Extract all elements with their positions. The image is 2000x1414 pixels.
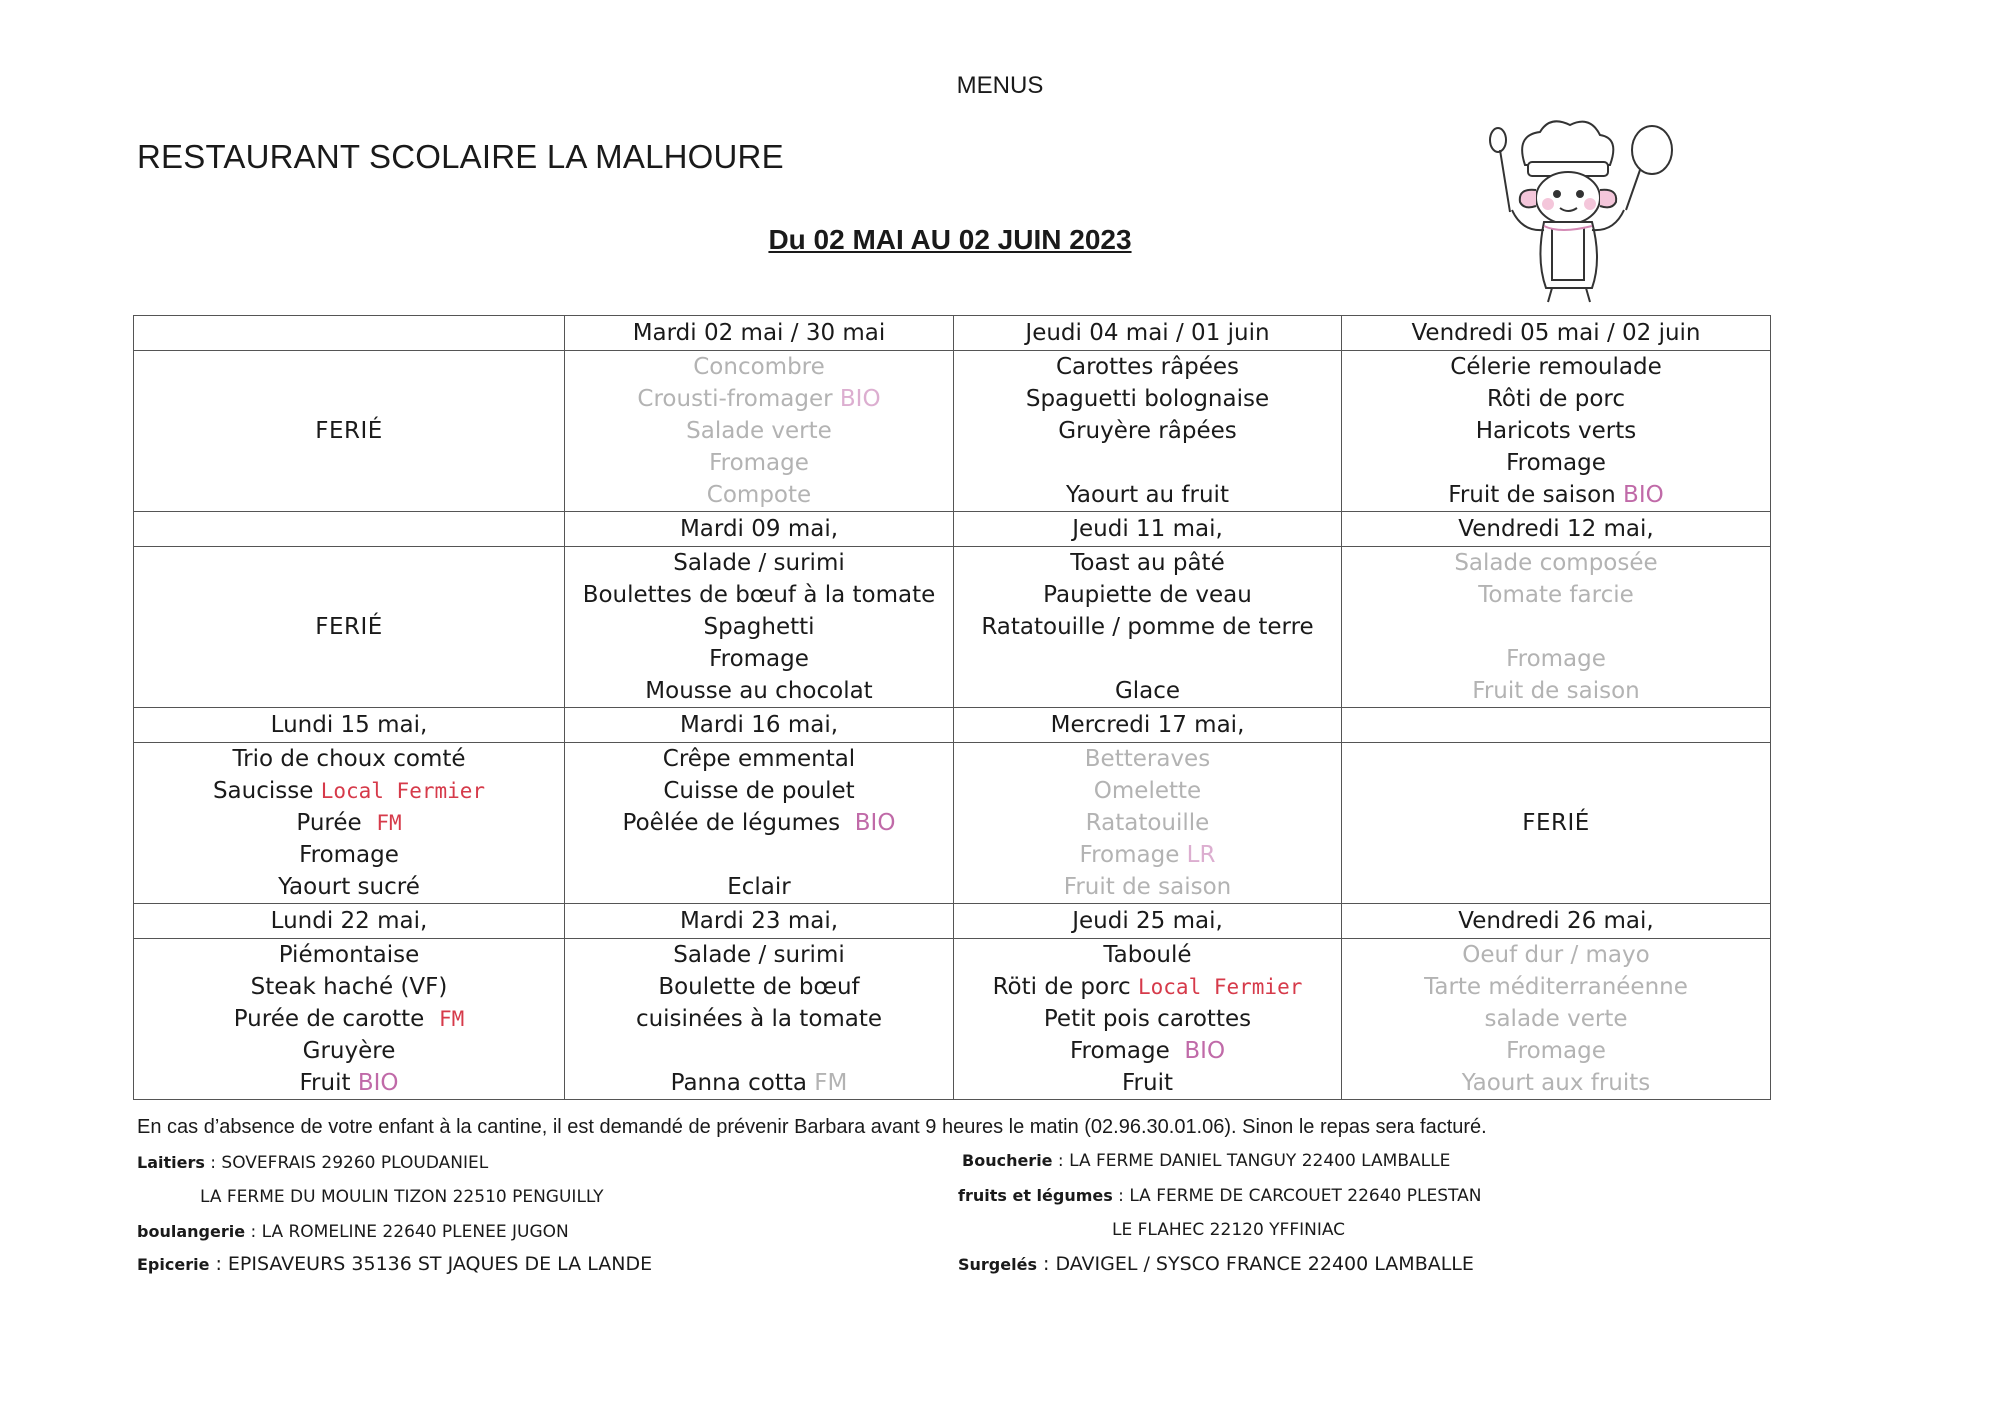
menu-item: Crousti-fromager BIO [637, 386, 881, 412]
menu-item: Panna cotta FM [670, 1070, 848, 1096]
day-header: Mardi 09 mai, [565, 512, 954, 547]
menu-row [134, 547, 1771, 708]
supplier-fruits-2: LE FLAHEC 22120 YFFINIAC [1112, 1220, 1346, 1240]
ferie-label: FERIÉ [315, 614, 383, 640]
supplier-laitiers: Laitiers : SOVEFRAIS 29260 PLOUDANIEL [137, 1153, 489, 1173]
menu-cell [134, 743, 565, 904]
menu-item: Toast au pâté [1070, 550, 1225, 576]
day-row [134, 512, 1771, 547]
menu-item: Paupiette de veau [1043, 582, 1252, 608]
fm-tag: FM [376, 811, 402, 835]
menu-item: Cuisse de poulet [663, 778, 855, 804]
menu-item: Fruit de saison BIO [1448, 482, 1664, 508]
menu-cell [954, 743, 1342, 904]
menu-item: Salade / surimi [673, 942, 845, 968]
day-header [1342, 708, 1771, 743]
menu-item: Gruyère [302, 1038, 396, 1064]
menu-item: Yaourt sucré [278, 874, 420, 900]
menu-item: Saucisse Local Fermier [212, 778, 486, 804]
menu-cell [134, 939, 565, 1100]
supplier-surgeles: Surgelés : DAVIGEL / SYSCO FRANCE 22400 LAMBALLE [958, 1253, 1474, 1275]
fm-tag: FM [814, 1070, 848, 1096]
menu-item: Purée FM [296, 810, 402, 836]
day-header: Mardi 23 mai, [565, 904, 954, 939]
menu-item: Salade verte [686, 418, 832, 444]
menu-item: Mousse au chocolat [645, 678, 873, 704]
menu-item: Concombre [693, 354, 825, 380]
menu-row [134, 743, 1771, 904]
day-header [134, 512, 565, 547]
menu-cell [1342, 939, 1771, 1100]
menu-cell [565, 547, 954, 708]
day-row [134, 316, 1771, 351]
menu-item: Salade composée [1454, 550, 1658, 576]
menu-item: Tarte méditerranéenne [1424, 974, 1688, 1000]
local-fermier-tag: Local Fermier [320, 779, 486, 803]
ferie-label: FERIÉ [315, 418, 383, 444]
supplier-laitiers-2: LA FERME DU MOULIN TIZON 22510 PENGUILLY [200, 1187, 604, 1207]
menu-row [134, 351, 1771, 512]
day-header: Jeudi 04 mai / 01 juin [954, 316, 1342, 351]
menu-item: Carottes râpées [1055, 354, 1240, 380]
menu-item: Steak haché (VF) [250, 974, 448, 1000]
menu-cell [134, 351, 565, 512]
supplier-epicerie: Epicerie : EPISAVEURS 35136 ST JAQUES DE LA LANDE [137, 1253, 653, 1275]
day-row [134, 904, 1771, 939]
menu-item: Spaghetti [703, 614, 815, 640]
ferie-label: FERIÉ [1522, 810, 1590, 836]
menu-item: Poêlée de légumes BIO [622, 810, 896, 836]
menu-item: Ratatouille / pomme de terre [981, 614, 1314, 640]
day-header [134, 316, 565, 351]
period-title: Du 02 MAI AU 02 JUIN 2023 [768, 224, 1132, 255]
menu-item: Purée de carotte FM [233, 1006, 465, 1032]
menu-cell [954, 939, 1342, 1100]
menu-cell [1342, 547, 1771, 708]
menu-item: Taboulé [1103, 942, 1192, 968]
chef-illustration [1440, 110, 1680, 310]
day-header: Vendredi 12 mai, [1342, 512, 1771, 547]
menu-item: Haricots verts [1475, 418, 1637, 444]
menu-item: Piémontaise [278, 942, 420, 968]
day-header: Jeudi 11 mai, [954, 512, 1342, 547]
menu-item: Yaourt au fruit [1066, 482, 1229, 508]
day-header: Vendredi 26 mai, [1342, 904, 1771, 939]
menu-item: Célerie remoulade [1450, 354, 1662, 380]
menu-item: Fromage [1506, 646, 1606, 672]
absence-note: En cas d’absence de votre enfant à la cantine, il est demandé de prévenir Barbara avant 9 heures le matin (02.96.30.01.06). Sinon le repas sera facturé. [137, 1116, 1487, 1138]
menu-item: Fromage [299, 842, 399, 868]
menu-item: Betteraves [1084, 746, 1211, 772]
day-header: Lundi 15 mai, [134, 708, 565, 743]
menu-item: Rôti de porc [1486, 386, 1626, 412]
menu-item: Glace [1114, 678, 1181, 704]
menu-item: Salade / surimi [673, 550, 845, 576]
supplier-fruits: fruits et légumes : LA FERME DE CARCOUET 22640 PLESTAN [958, 1186, 1482, 1206]
day-header: Mardi 16 mai, [565, 708, 954, 743]
menu-cell [1342, 351, 1771, 512]
menus-label: MENUS [956, 72, 1044, 99]
menu-item: Fruit [1122, 1070, 1173, 1096]
menu-table [133, 315, 1771, 1100]
day-header: Mercredi 17 mai, [954, 708, 1342, 743]
menu-item: Fromage [709, 646, 809, 672]
menu-item: salade verte [1484, 1006, 1628, 1032]
day-header: Lundi 22 mai, [134, 904, 565, 939]
menu-item: Crêpe emmental [662, 746, 856, 772]
menu-item: Tomate farcie [1478, 582, 1634, 608]
menu-item: Fruit BIO [299, 1070, 399, 1096]
fm-tag: FM [438, 1007, 465, 1031]
bio-tag: BIO [839, 386, 881, 412]
menu-item: Boulettes de bœuf à la tomate [582, 582, 936, 608]
menu-item: Omelette [1093, 778, 1202, 804]
menu-item: Fromage LR [1079, 842, 1216, 868]
day-header: Vendredi 05 mai / 02 juin [1342, 316, 1771, 351]
menu-item: Compote [706, 482, 812, 508]
menu-item: Fruit de saison [1063, 874, 1232, 900]
lr-tag: LR [1186, 842, 1216, 868]
menu-item: Boulette de bœuf [658, 974, 860, 1000]
menu-item: Fromage [1506, 1038, 1606, 1064]
menu-cell [565, 351, 954, 512]
supplier-boucherie: Boucherie : LA FERME DANIEL TANGUY 22400 LAMBALLE [962, 1151, 1451, 1171]
menu-item: Fromage [1506, 450, 1606, 476]
menu-item: Spaguetti bolognaise [1025, 386, 1270, 412]
local-fermier-tag: Local Fermier [1138, 975, 1303, 999]
bio-tag: BIO [357, 1070, 399, 1096]
menu-item: Röti de porc Local Fermier [992, 974, 1303, 1000]
menu-item: Fruit de saison [1472, 678, 1640, 704]
menu-item: Fromage [709, 450, 809, 476]
menu-item: Eclair [727, 874, 791, 900]
supplier-boulangerie: boulangerie : LA ROMELINE 22640 PLENEE JUGON [137, 1222, 569, 1242]
menu-row [134, 939, 1771, 1100]
menu-cell [134, 547, 565, 708]
menu-cell [954, 547, 1342, 708]
school-title: RESTAURANT SCOLAIRE LA MALHOURE [137, 138, 784, 175]
menu-item: Gruyère râpées [1058, 418, 1237, 444]
menu-cell [565, 743, 954, 904]
menu-item: Oeuf dur / mayo [1462, 942, 1650, 968]
menu-item: Petit pois carottes [1043, 1006, 1252, 1032]
day-row [134, 708, 1771, 743]
bio-tag: BIO [854, 810, 896, 836]
day-header: Jeudi 25 mai, [954, 904, 1342, 939]
bio-tag: BIO [1184, 1038, 1226, 1064]
menu-cell [954, 351, 1342, 512]
menu-item: cuisinées à la tomate [635, 1006, 883, 1032]
menu-item: Yaourt aux fruits [1461, 1070, 1651, 1096]
menu-cell [1342, 743, 1771, 904]
day-header: Mardi 02 mai / 30 mai [565, 316, 954, 351]
bio-tag: BIO [1623, 482, 1664, 508]
menu-item: Fromage BIO [1069, 1038, 1226, 1064]
menu-cell [565, 939, 954, 1100]
menu-item: Ratatouille [1085, 810, 1210, 836]
menu-item: Trio de choux comté [232, 746, 466, 772]
